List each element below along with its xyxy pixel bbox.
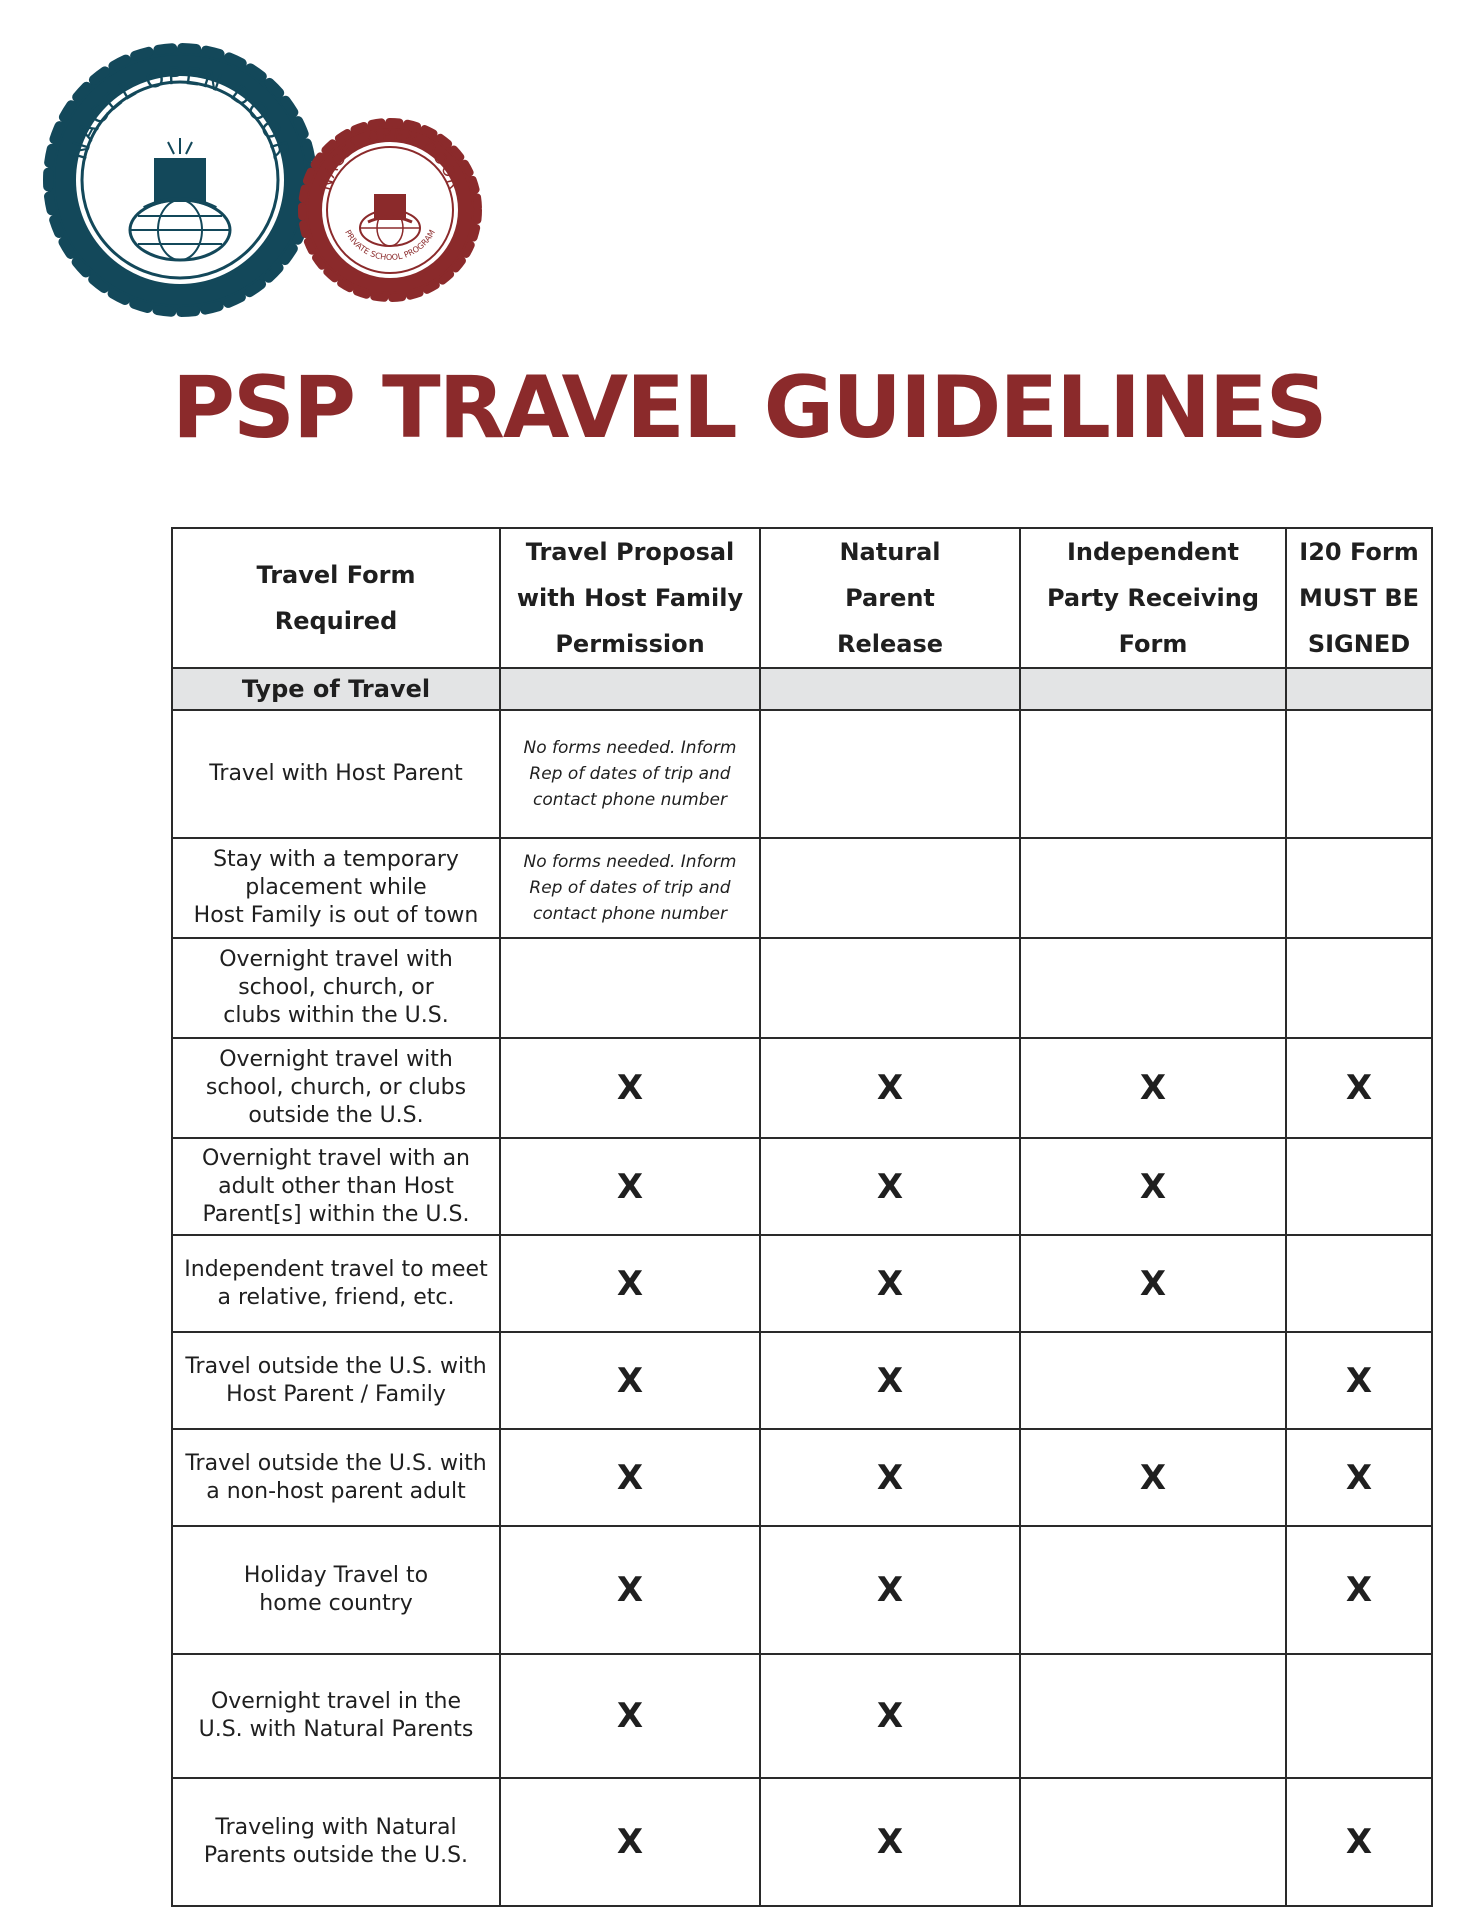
travel-type-label: Traveling with Natural Parents outside the U.S.: [172, 1778, 500, 1906]
table-row: [172, 1778, 1432, 1906]
empty-cell: [760, 838, 1020, 938]
table-subheader-row: [172, 668, 1432, 710]
required-mark: X: [1020, 1138, 1286, 1235]
secondary-seal-icon: [302, 122, 478, 298]
table-row: [172, 1429, 1432, 1526]
required-mark: X: [1286, 1526, 1432, 1654]
required-mark: X: [1020, 1429, 1286, 1526]
type-of-travel-label: Type of Travel: [172, 668, 500, 710]
required-mark: X: [500, 1526, 760, 1654]
empty-cell: [1020, 710, 1286, 838]
corner-header: Travel Form Required: [172, 528, 500, 668]
cell-note: No forms needed. Inform Rep of dates of trip and contact phone number: [500, 838, 760, 938]
column-header-independent-party: Independent Party Receiving Form: [1020, 528, 1286, 668]
logos: [40, 40, 520, 330]
empty-cell: [1020, 1332, 1286, 1429]
required-mark: X: [1286, 1429, 1432, 1526]
primary-seal-text: NACEL OPEN DOOR: [64, 61, 296, 164]
travel-type-label: Overnight travel with school, church, or clubs within the U.S.: [172, 938, 500, 1038]
empty-cell: [1286, 1138, 1432, 1235]
table-row: [172, 1526, 1432, 1654]
empty-cell: [760, 710, 1020, 838]
empty-cell: [1286, 1654, 1432, 1778]
required-mark: X: [500, 1138, 760, 1235]
required-mark: X: [500, 1429, 760, 1526]
table-body: [172, 710, 1432, 1906]
travel-type-label: Independent travel to meet a relative, friend, etc.: [172, 1235, 500, 1332]
required-mark: X: [760, 1778, 1020, 1906]
empty-cell: [1286, 938, 1432, 1038]
required-mark: X: [1286, 1332, 1432, 1429]
required-mark: X: [500, 1038, 760, 1138]
empty-cell: [1020, 838, 1286, 938]
table-row: [172, 1138, 1432, 1235]
required-mark: X: [500, 1778, 760, 1906]
table-row: [172, 1038, 1432, 1138]
required-mark: X: [500, 1654, 760, 1778]
empty-cell: [1020, 1654, 1286, 1778]
required-mark: X: [760, 1138, 1020, 1235]
column-header-natural-parent-release: Natural Parent Release: [760, 528, 1020, 668]
table-row: [172, 938, 1432, 1038]
primary-seal-icon: [48, 48, 312, 312]
empty-cell: [1020, 1778, 1286, 1906]
travel-type-label: Travel outside the U.S. with a non-host parent adult: [172, 1429, 500, 1526]
empty-cell: [1286, 838, 1432, 938]
empty-cell: [500, 938, 760, 1038]
table-row: [172, 838, 1432, 938]
travel-type-label: Holiday Travel to home country: [172, 1526, 500, 1654]
table-row: [172, 1332, 1432, 1429]
travel-type-label: Overnight travel with school, church, or clubs outside the U.S.: [172, 1038, 500, 1138]
required-mark: X: [1020, 1038, 1286, 1138]
required-mark: X: [1020, 1235, 1286, 1332]
travel-type-label: Overnight travel in the U.S. with Natural Parents: [172, 1654, 500, 1778]
table-row: [172, 1235, 1432, 1332]
required-mark: X: [760, 1526, 1020, 1654]
secondary-seal-subtext: PRIVATE SCHOOL PROGRAM: [343, 228, 437, 263]
empty-cell: [1020, 1526, 1286, 1654]
empty-cell: [1286, 710, 1432, 838]
secondary-seal-text: NACEL OPEN DOOR: [315, 124, 465, 193]
table-row: [172, 1654, 1432, 1778]
table-row: [172, 710, 1432, 838]
cell-note: No forms needed. Inform Rep of dates of trip and contact phone number: [500, 710, 760, 838]
required-mark: X: [760, 1429, 1020, 1526]
required-mark: X: [760, 1332, 1020, 1429]
empty-cell: [1286, 1235, 1432, 1332]
travel-guidelines-table: [171, 527, 1433, 1907]
nacel-logos-svg: [40, 40, 520, 330]
required-mark: X: [1286, 1778, 1432, 1906]
column-header-i20-form: I20 Form MUST BE SIGNED: [1286, 528, 1432, 668]
column-header-travel-proposal: Travel Proposal with Host Family Permission: [500, 528, 760, 668]
page-title: PSP TRAVEL GUIDELINES: [172, 358, 1326, 458]
travel-type-label: Overnight travel with an adult other than Host Parent[s] within the U.S.: [172, 1138, 500, 1235]
required-mark: X: [760, 1654, 1020, 1778]
required-mark: X: [760, 1038, 1020, 1138]
table-header-row: [172, 528, 1432, 668]
required-mark: X: [1286, 1038, 1432, 1138]
travel-type-label: Travel with Host Parent: [172, 710, 500, 838]
travel-type-label: Travel outside the U.S. with Host Parent / Family: [172, 1332, 500, 1429]
required-mark: X: [500, 1235, 760, 1332]
travel-type-label: Stay with a temporary placement while Host Family is out of town: [172, 838, 500, 938]
empty-cell: [760, 938, 1020, 1038]
empty-cell: [1020, 938, 1286, 1038]
required-mark: X: [500, 1332, 760, 1429]
required-mark: X: [760, 1235, 1020, 1332]
